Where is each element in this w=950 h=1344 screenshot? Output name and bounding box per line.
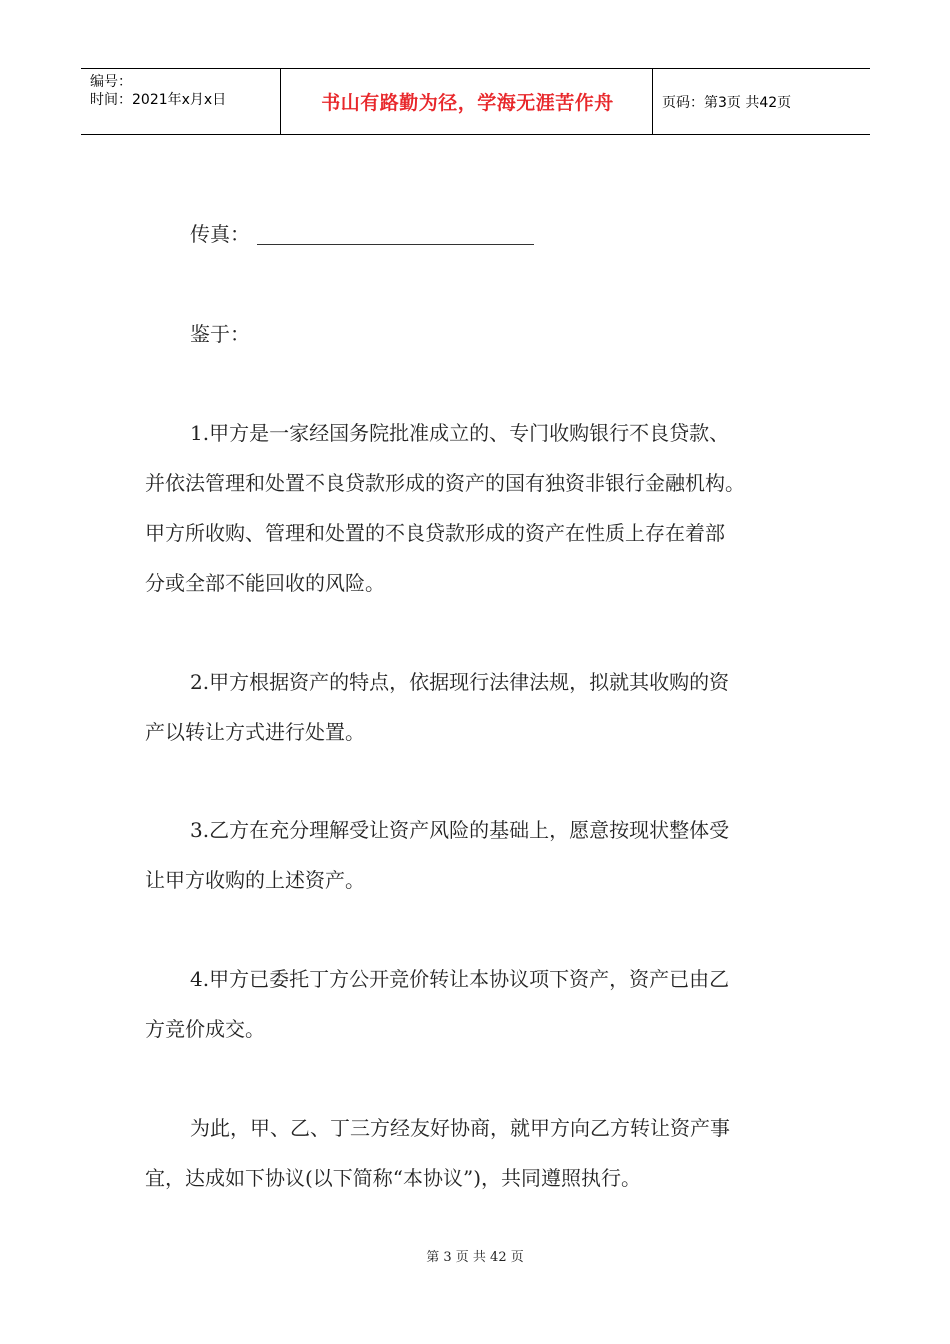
- paragraph-3-line-1: 3.乙方在充分理解受让资产风险的基础上，愿意按现状整体受: [190, 818, 730, 842]
- paragraph-3-line-2: 让甲方收购的上述资产。: [145, 868, 365, 892]
- paragraph-4-line-1: 4.甲方已委托丁方公开竞价转让本协议项下资产，资产已由乙: [190, 967, 730, 991]
- paragraph-5-line-1: 为此，甲、乙、丁三方经友好协商，就甲方向乙方转让资产事: [190, 1116, 730, 1140]
- paragraph-1-line-2: 并依法管理和处置不良贷款形成的资产的国有独资非银行金融机构。: [145, 471, 745, 495]
- document-number-label: 编号：: [90, 74, 132, 90]
- paragraph-1-line-4: 分或全部不能回收的风险。: [145, 571, 385, 595]
- header-motto: 书山有路勤为径，学海无涯苦作舟: [321, 92, 614, 114]
- fax-label: 传真：: [190, 222, 250, 246]
- header-meta-cell: [81, 69, 281, 134]
- page-header: [81, 68, 870, 135]
- fax-blank-underline: [257, 244, 534, 245]
- header-page-cell: [653, 69, 870, 134]
- whereas-heading: 鉴于：: [190, 322, 250, 346]
- page-footer: [0, 1246, 950, 1265]
- paragraph-2-line-1: 2.甲方根据资产的特点，依据现行法律法规，拟就其收购的资: [190, 670, 730, 694]
- header-motto-cell: [281, 69, 653, 134]
- paragraph-2-line-2: 产以转让方式进行处置。: [145, 720, 365, 744]
- paragraph-1-line-1: 1.甲方是一家经国务院批准成立的、专门收购银行不良贷款、: [190, 421, 730, 445]
- footer-page-number: 第 3 页 共 42 页: [426, 1250, 524, 1265]
- document-date: 时间：2021年x月x日: [90, 92, 227, 108]
- paragraph-1-line-3: 甲方所收购、管理和处置的不良贷款形成的资产在性质上存在着部: [145, 521, 725, 545]
- header-page-info: 页码：第3页 共42页: [662, 94, 792, 111]
- paragraph-4-line-2: 方竞价成交。: [145, 1017, 265, 1041]
- paragraph-5-line-2: 宜，达成如下协议(以下简称“本协议”)，共同遵照执行。: [145, 1166, 642, 1190]
